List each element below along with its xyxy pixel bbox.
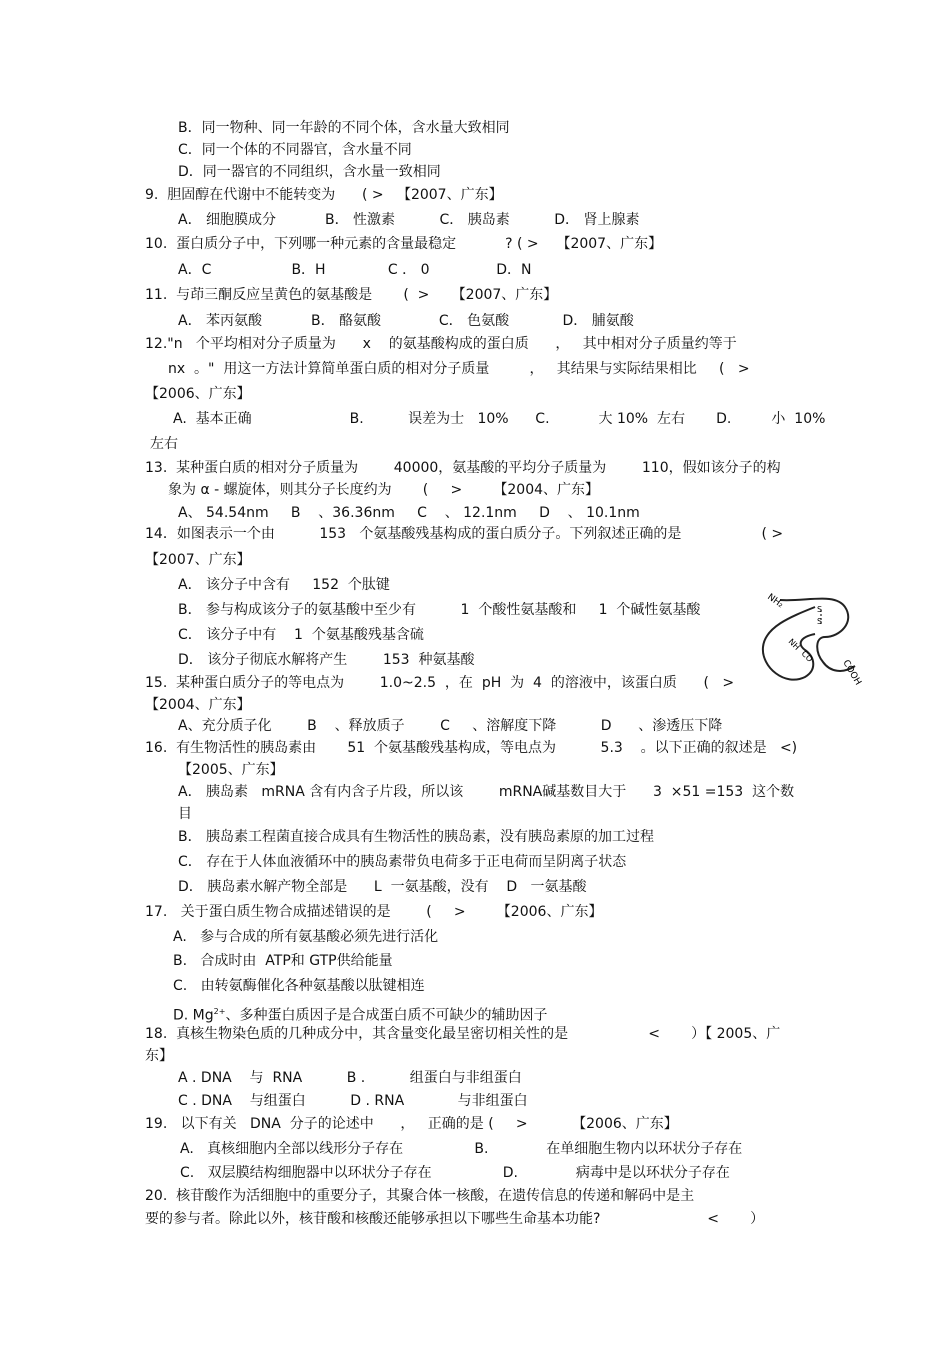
q16-option-d: D． 胰岛素水解产物全部是 L 一氨基酸，没有 D 一氨基酸 <box>178 879 587 895</box>
q9-options: A． 细胞膜成分 B． 性激素 C． 胰岛素 D． 肾上腺素 <box>178 212 640 228</box>
q15-stem: 15. 某种蛋白质分子的等电点为 1.0~2.5 ，在 pH 为 4 的溶液中，该蛋白质 ( > <box>145 675 735 691</box>
nh-label: NH <box>786 637 802 652</box>
q14-source: 【2007、广东】 <box>145 552 251 568</box>
q10-stem: 10. 蛋白质分子中，下列哪一种元素的含量最稳定 ? ( > 【2007、广东】 <box>145 236 663 252</box>
q16-option-c: C． 存在于人体血液循环中的胰岛素带负电荷多于正电荷而呈阴离子状态 <box>178 854 627 870</box>
q12-stem-line2: nx 。" 用这一方法计算简单蛋白质的相对分子质量 ， 其结果与实际结果相比 ( > <box>168 361 750 377</box>
q16-option-a-wrap: 目 <box>178 806 192 822</box>
co-label: CO <box>799 649 815 664</box>
q17-option-d: D. $Mg^{2+}$、多种蛋白质因子是合成蛋白质不可缺少的辅助因子 <box>173 1007 548 1024</box>
q15-options: A、充分质子化 B 、释放质子 C 、溶解度下降 D 、渗透压下降 <box>178 718 723 734</box>
q8-option-c: C．同一个体的不同器官，含水量不同 <box>178 142 412 158</box>
q10-options: A．C B．H C ． 0 D．N <box>178 262 532 278</box>
q16-stem: 16. 有生物活性的胰岛素由 51 个氨基酸残基构成，等电点为 5.3 。以下正确的叙述是 <) <box>145 740 798 756</box>
q12-options: A. 基本正确 B. 误差为士 10% C. 大 10% 左右 D. 小 10% <box>173 411 826 427</box>
q17-option-b: B. 合成时由 ATP和 GTP供给能量 <box>173 953 393 969</box>
q14-stem: 14．如图表示一个由 153 个氨基酸残基构成的蛋白质分子。下列叙述正确的是 ( > <box>145 526 784 542</box>
q13-options: A、 54.54nm B 、36.36nm C 、 12.1nm D 、 10.1nm <box>178 505 640 521</box>
q11-options: A． 苯丙氨酸 B． 酪氨酸 C． 色氨酸 D． 脯氨酸 <box>178 313 634 329</box>
q17-option-a: A. 参与合成的所有氨基酸必须先进行活化 <box>173 929 439 945</box>
q11-stem: 11. 与茚三酮反应呈黄色的氨基酸是 ( > 【2007、广东】 <box>145 287 558 303</box>
q13-stem-line1: 13. 某种蛋白质的相对分子质量为 40000，氨基酸的平均分子质量为 110，假如该分子的构 <box>145 460 781 476</box>
q18-options-line1: A . DNA 与 RNA B . 组蛋白与非组蛋白 <box>178 1070 522 1086</box>
q14-option-c: C． 该分子中有 1 个氨基酸残基含硫 <box>178 627 424 643</box>
q12-source: 【2006、广东】 <box>145 386 251 402</box>
q16-option-b: B． 胰岛素工程菌直接合成具有生物活性的胰岛素，没有胰岛素原的加工过程 <box>178 829 655 845</box>
q16-source: 【2005、广东】 <box>178 762 284 778</box>
q20-stem-line1: 20. 核苷酸作为活细胞中的重要分子，其聚合体一核酸，在遗传信息的传递和解码中是主 <box>145 1188 695 1204</box>
q12-stem-line1: 12."n 个平均相对分子质量为 x 的氨基酸构成的蛋白质 ， 其中相对分子质量约等于 <box>145 336 737 352</box>
q13-stem-line2: 象为 α - 螺旋体，则其分子长度约为 ( > 【2004、广东】 <box>168 482 600 498</box>
q8-option-b: B．同一物种、同一年龄的不同个体，含水量大致相同 <box>178 120 510 136</box>
q8-option-d: D．同一器官的不同组织，含水量一致相同 <box>178 164 441 180</box>
sulfur-label-2: S <box>817 617 823 626</box>
q18-stem: 18. 真核生物染色质的几种成分中，其含量变化最呈密切相关性的是 < ）【 2005、广 <box>145 1026 781 1042</box>
q15-source: 【2004、广东】 <box>145 697 251 713</box>
q17-option-c: C. 由转氨酶催化各种氨基酸以肽键相连 <box>173 978 425 994</box>
q20-stem-line2: 要的参与者。除此以外，核苷酸和核酸还能够承担以下哪些生命基本功能? < ） <box>145 1211 765 1227</box>
protein-molecule-figure <box>745 582 870 692</box>
q12-options-wrap: 左右 <box>150 436 178 452</box>
q14-option-a: A． 该分子中含有 152 个肽键 <box>178 577 390 593</box>
q18-source: 东】 <box>145 1048 173 1064</box>
sulfur-label-1: S <box>817 605 823 614</box>
q17-stem: 17. 关于蛋白质生物合成描述错误的是 ( > 【2006、广东】 <box>145 904 603 920</box>
q9-stem: 9. 胆固醇在代谢中不能转变为 ( > 【2007、广东】 <box>145 187 503 203</box>
mg-superscript: 2+ <box>213 1007 226 1016</box>
cooh-label: COOH <box>840 658 863 688</box>
q19-options-line2: C. 双层膜结构细胞器中以环状分子存在 D. 病毒中是以环状分子存在 <box>180 1165 730 1181</box>
q14-option-b: B． 参与构成该分子的氨基酸中至少有 1 个酸性氨基酸和 1 个碱性氨基酸 <box>178 602 701 618</box>
nh2-label: NH₂ <box>765 592 786 611</box>
q19-options-line1: A. 真核细胞内全部以线形分子存在 B. 在单细胞生物内以环状分子存在 <box>180 1141 743 1157</box>
q16-option-a: A． 胰岛素 mRNA 含有内含子片段，所以该 mRNA碱基数目大于 3 ×51 =153 这个数 <box>178 784 795 800</box>
q19-stem: 19. 以下有关 DNA 分子的论述中 ， 正确的是 ( > 【2006、广东】 <box>145 1116 678 1132</box>
q14-option-d: D． 该分子彻底水解将产生 153 种氨基酸 <box>178 652 475 668</box>
q18-options-line2: C . DNA 与组蛋白 D . RNA 与非组蛋白 <box>178 1093 528 1109</box>
